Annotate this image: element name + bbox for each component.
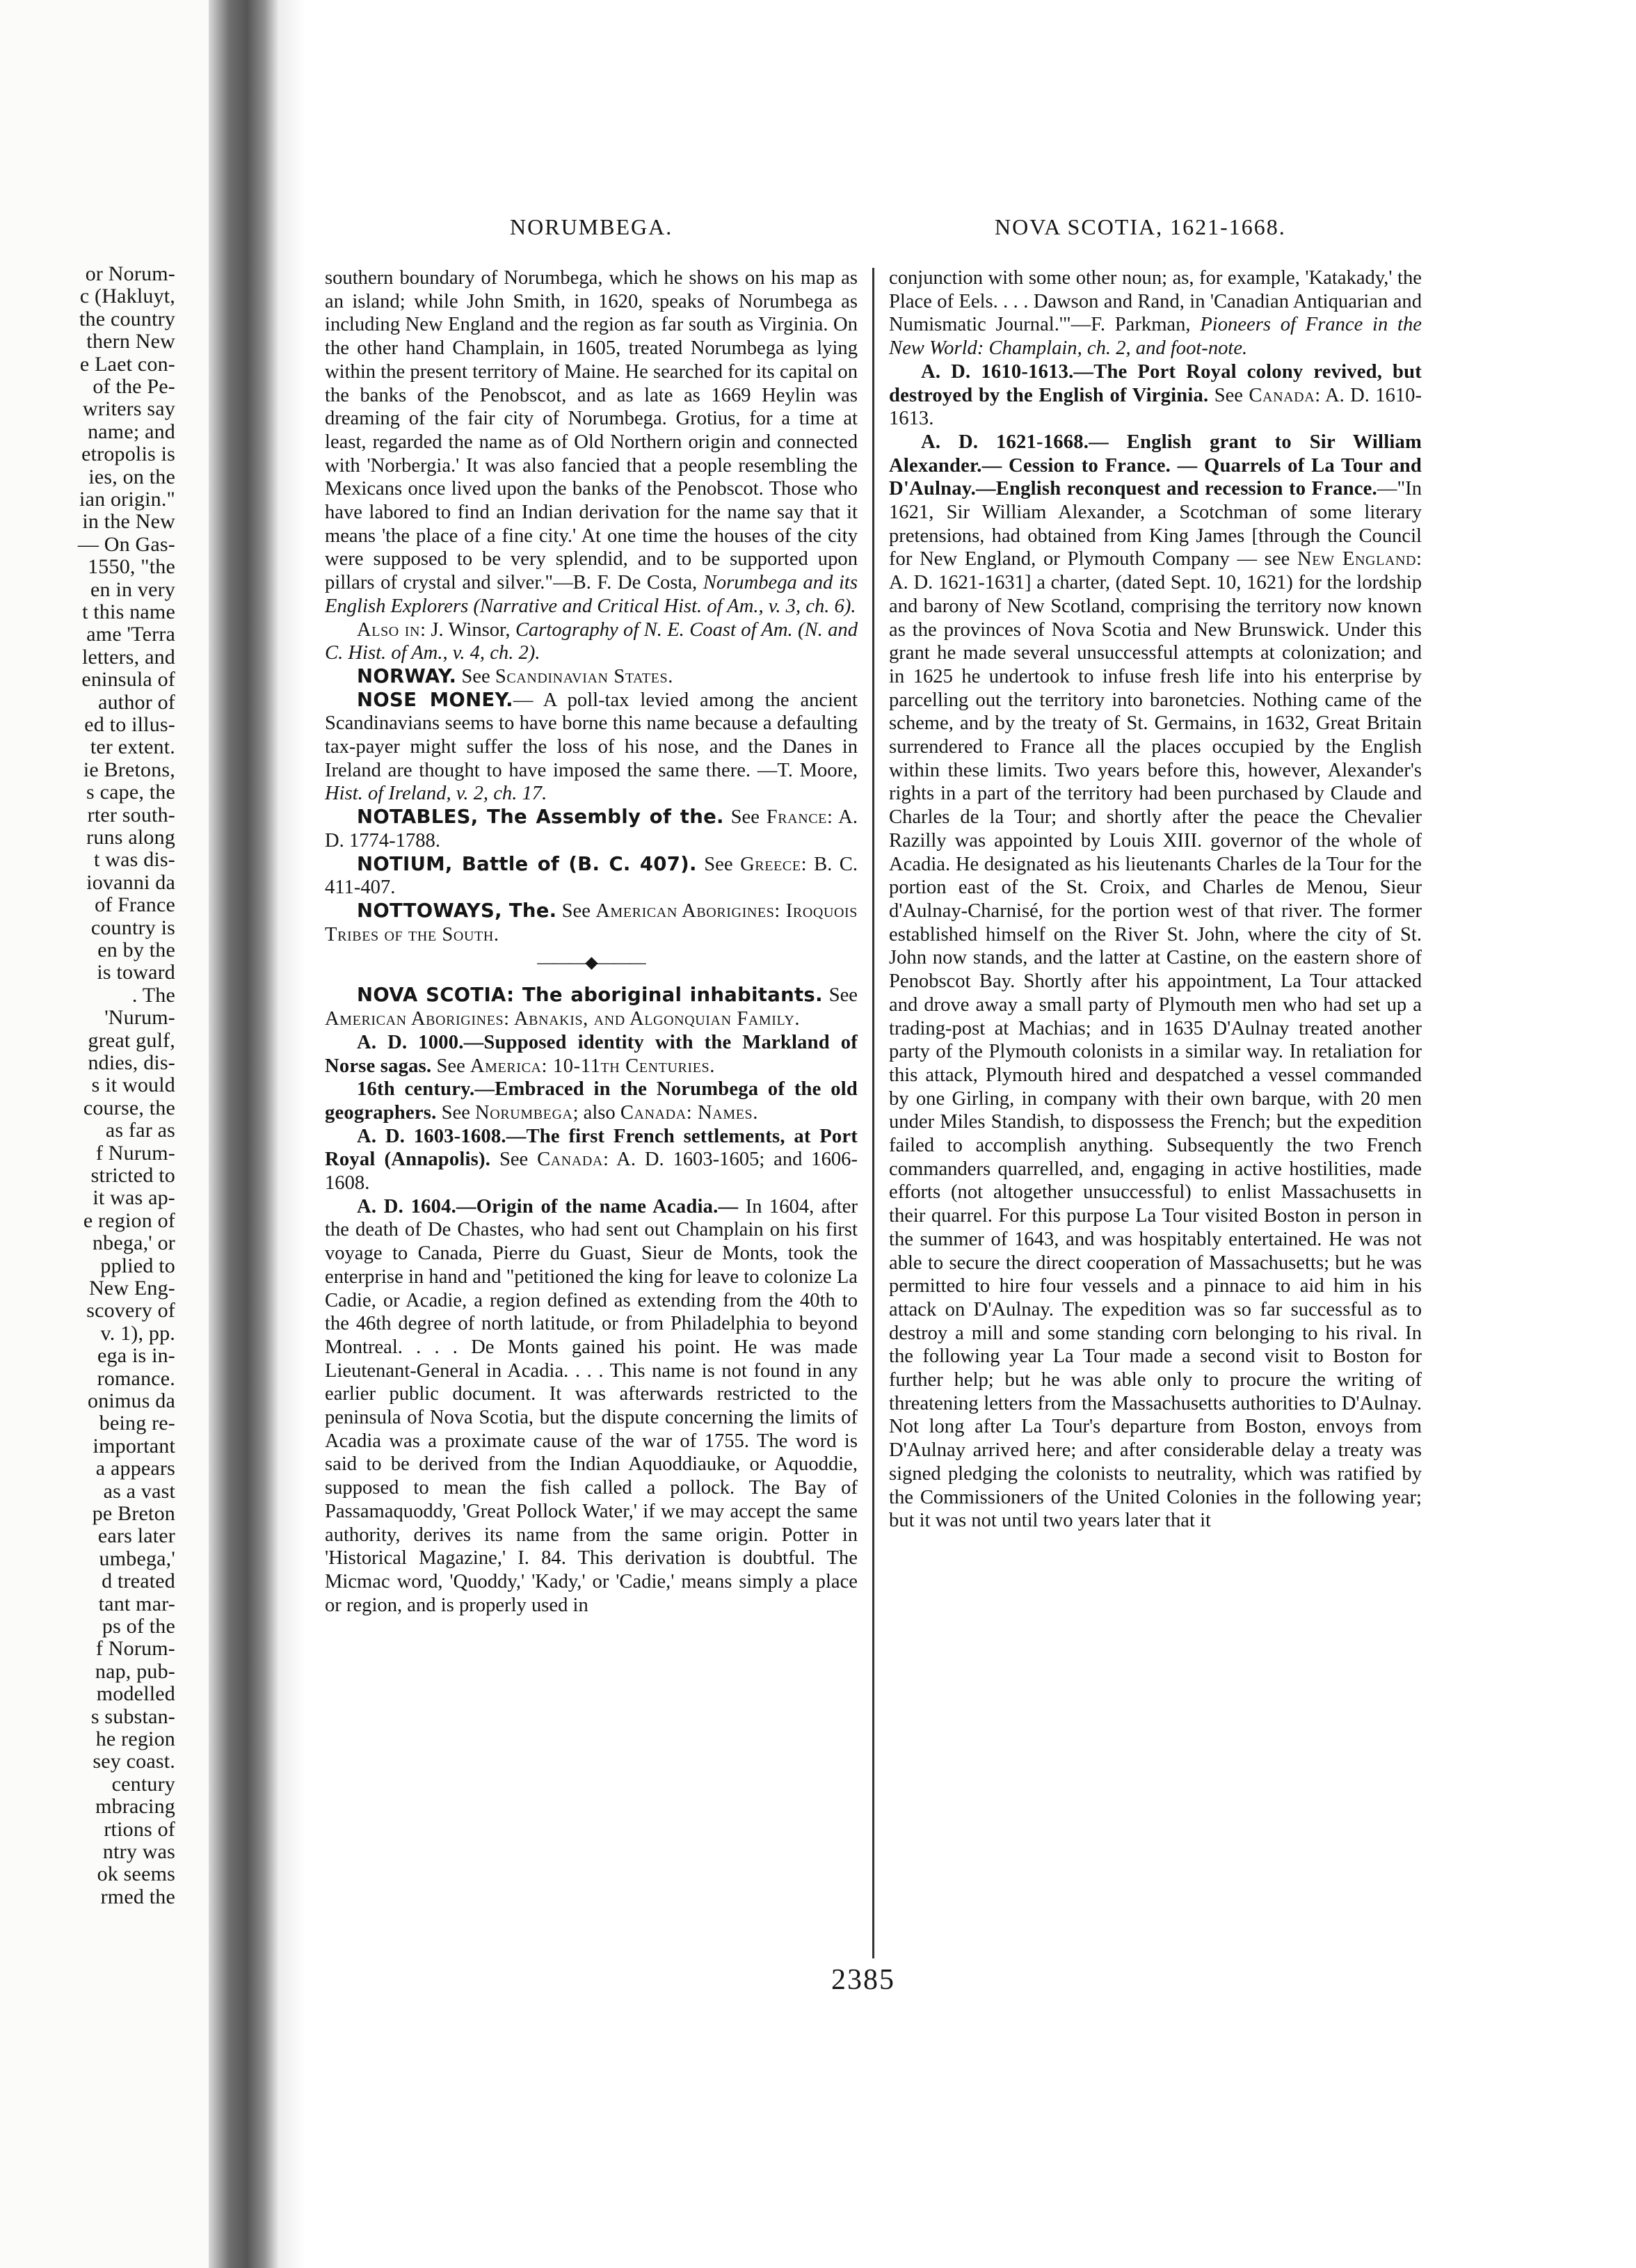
entry-nottoways: NOTTOWAYS, The. See American Aborigines: Iroquois Tribes of the South.	[325, 899, 858, 945]
entry-ad-1604: A. D. 1604.—Origin of the name Acadia.— In 1604, after the death of De Chastes, who had sent out Champlain on his first voyage to Canada, Pierre du Guast, Sieur de Monts, took the enterprise in hand and "petitioned the king for leave to colonize La Cadie, or Acadie, a region defined as extending from the 40th to the 46th degree of north latitude, or from Philadelphia to beyond Montreal. . . . De Monts gained his point. He was made Lieutenant-General in Acadia. . . . This name is not found in any earlier public document. It was afterwards restricted to the peninsula of Nova Scotia, but the dispute concerning the limits of Acadia was a proximate cause of the war of 1755. The word is said to be derived from the Indian Aquoddiauke, or Aquoddie, supposed to mean the fish called a pollock. The Bay of Passamaquoddy, 'Great Pollock Water,' if we may accept the same authority, derives its name from the same origin. Potter in 'Historical Magazine,' I. 84. This derivation is doubtful. The Micmac word, 'Quoddy,' 'Kady,' or 'Cadie,' means simply a place or region, and is properly used in	[325, 1195, 858, 1616]
entry-heading: NOTTOWAYS, The.	[357, 899, 557, 922]
running-head-left: NORUMBEGA.	[510, 214, 673, 239]
previous-page-line: f Norum-	[95, 1637, 175, 1661]
previous-page-line: modelled	[96, 1682, 175, 1706]
previous-page-line: e Laet con-	[79, 352, 175, 376]
citation: Hist. of Ireland, v. 2, ch. 17.	[325, 783, 547, 805]
previous-page-line: en by the	[97, 939, 175, 961]
previous-page-line: e region of	[83, 1208, 175, 1232]
previous-page-line: rtions of	[104, 1817, 175, 1841]
previous-page-line: writers say	[83, 397, 175, 421]
previous-page-line: ter extent.	[90, 735, 175, 759]
previous-page-line: sey coast.	[93, 1750, 175, 1773]
previous-page-line: ian origin."	[79, 488, 175, 511]
cross-reference: American Aborigines: Iroquois Tribes of the South.	[325, 900, 858, 945]
previous-page-line: ndies, dis-	[88, 1051, 175, 1074]
entry-nova-scotia: NOVA SCOTIA: The aboriginal inhabitants. See American Aborigines: Abnakis, and Algonquian Family.	[325, 984, 858, 1030]
previous-page-line: as far as	[105, 1119, 175, 1142]
previous-page-line: or Norum-	[85, 262, 175, 285]
previous-page-line: t this name	[82, 600, 175, 623]
previous-page-line: name; and	[88, 420, 175, 443]
previous-page-line: nbega,' or	[92, 1231, 175, 1255]
previous-page-line: century	[111, 1772, 175, 1796]
previous-page-line: important	[93, 1434, 175, 1458]
previous-page-line: as a vast	[103, 1479, 175, 1503]
previous-page-line: c (Hakluyt,	[79, 285, 175, 308]
previous-page-line: rmed the	[100, 1885, 175, 1908]
entry-heading: NORWAY.	[357, 664, 457, 687]
page-number: 2385	[831, 1964, 895, 1996]
previous-page-line: f Nurum-	[95, 1141, 175, 1165]
cross-reference: America: 10-11th Centuries.	[470, 1055, 715, 1077]
cross-reference: New England	[1297, 548, 1417, 570]
right-column	[889, 266, 1422, 1533]
previous-page-line: pe Breton	[92, 1502, 175, 1525]
previous-page-line: iovanni da	[86, 870, 175, 894]
previous-page-line: ok seems	[97, 1862, 175, 1886]
previous-page-line: — On Gas-	[77, 532, 175, 556]
book-gutter	[209, 0, 278, 2268]
acadia-continuation: conjunction with some other noun; as, for example, 'Katakady,' the Place of Eels. . . . Dawson and Rand, in 'Canadian Antiquarian and Numismatic Journal.'"—F. Parkman, Pioneers of France in the New World: Champlain, ch. 2, and foot-note.	[889, 267, 1422, 360]
entry-ad-1000: A. D. 1000.—Supposed identity with the Markland of Norse sagas. See America: 10-11th Centuries.	[325, 1031, 858, 1077]
subentry-heading: A. D. 1610-1613.—The Port Royal colony revived, but destroyed by the English of Virginia.	[889, 360, 1422, 406]
previous-page-line: course, the	[83, 1096, 175, 1119]
previous-page-line: the country	[79, 307, 175, 330]
previous-page-line: stricted to	[90, 1164, 175, 1187]
previous-page-line: ame 'Terra	[86, 623, 175, 646]
previous-page-line: is toward	[97, 961, 175, 984]
previous-page-line: eninsula of	[81, 668, 175, 692]
previous-page-line: rter south-	[87, 803, 175, 826]
previous-page-line: s it would	[91, 1073, 175, 1097]
previous-page-line: t was dis-	[94, 848, 175, 872]
previous-page-line: being re-	[99, 1412, 175, 1435]
entry-16th-century: 16th century.—Embraced in the Norumbega of the old geographers. See Norumbega; also Canada: Names.	[325, 1078, 858, 1124]
citation: Pioneers of France in the New World: Champlain, ch. 2, and foot-note.	[889, 314, 1422, 360]
previous-page-line: author of	[98, 690, 175, 714]
subentry-heading: A. D. 1621-1668.— English grant to Sir William Alexander.— Cession to France. — Quarrels of La Tour and D'Aulnay.—English reconquest and recession to France.	[889, 431, 1422, 500]
previous-page-line: he region	[95, 1727, 175, 1750]
previous-page-line: . The	[131, 983, 175, 1007]
previous-page-line: tant mar-	[98, 1592, 175, 1615]
subentry-heading: A. D. 1603-1608.—The first French settlements, at Port Royal (Annapolis).	[325, 1125, 858, 1171]
left-column	[325, 266, 858, 1617]
previous-page-line: mbracing	[95, 1795, 175, 1819]
previous-page-line: en in very	[90, 577, 175, 601]
citation: Norumbega and its English Explorers (Narrative and Critical Hist. of Am., v. 3, ch. 6).	[325, 572, 858, 617]
previous-page-line: letters, and	[81, 645, 175, 669]
norumbega-continuation: southern boundary of Norumbega, which he shows on his map as an island; while John Smith, in 1620, speaks of Norumbega as including New England and the region as far south as Virginia. On the other hand Champlain, in 1605, treated Norumbega as lying within the present territory of Maine. He searched for its capital on the banks of the Penobscot, and as late as 1669 Heylin was dreaming of the fair city of Norumbega. Grotius, for a time at least, regarded the name as of Old Northern origin and connected with 'Norbergia.' It was also fancied that a people resembling the Mexicans once lived upon the banks of the Penobscot. Those who have labored to find an Indian derivation for the name say that it means 'the place of a fine city.' At one time the houses of the city were supposed to be very splendid, and to be supported upon pillars of crystal and silver."—B. F. De Costa, Norumbega and its English Explorers (Narrative and Critical Hist. of Am., v. 3, ch. 6).	[325, 267, 858, 617]
previous-page-line: onimus da	[88, 1389, 175, 1412]
previous-page-line: of France	[95, 893, 175, 917]
previous-page-line: of the Pe-	[93, 375, 175, 398]
previous-page-line: ega is in-	[97, 1344, 175, 1368]
previous-page-line: runs along	[86, 826, 175, 849]
subentry-heading: A. D. 1000.—Supposed identity with the Markland of Norse sagas.	[325, 1031, 858, 1077]
cross-reference: Norumbega	[475, 1101, 573, 1124]
subentry-heading: A. D. 1604.—Origin of the name Acadia.—	[357, 1195, 739, 1217]
previous-page-line: it was ap-	[93, 1186, 175, 1210]
previous-page-line: ed to illus-	[84, 713, 175, 736]
entry-heading: NOVA SCOTIA: The aboriginal inhabitants.	[357, 984, 823, 1007]
entry-norway: NORWAY. See Scandinavian States.	[357, 664, 673, 687]
previous-page-line: ps of the	[102, 1615, 175, 1638]
previous-page-line: s substan-	[90, 1704, 175, 1728]
previous-page-line: nap, pub-	[95, 1659, 175, 1683]
subentry-heading: 16th century.—Embraced in the Norumbega of the old geographers.	[325, 1078, 858, 1124]
previous-page-line: etropolis is	[81, 442, 175, 466]
column-rule	[872, 268, 874, 1958]
cross-reference: Greece	[740, 853, 801, 875]
previous-page-line: romance.	[97, 1366, 175, 1390]
previous-page-line: ies, on the	[88, 465, 175, 488]
previous-page-line: 'Nurum-	[104, 1006, 175, 1030]
cross-reference: Canada: Names.	[620, 1101, 759, 1124]
cross-reference: Canada	[537, 1149, 603, 1171]
previous-page-line: ie Bretons,	[83, 758, 175, 781]
entry-heading: NOSE MONEY.	[357, 688, 513, 711]
previous-page-line: thern New	[86, 330, 175, 353]
previous-page-line: pplied to	[100, 1254, 175, 1277]
previous-page-line: great gulf,	[88, 1028, 175, 1052]
entry-ad-1610: A. D. 1610-1613.—The Port Royal colony revived, but destroyed by the English of Virginia. See Canada: A. D. 1610-1613.	[889, 360, 1422, 430]
entry-heading: NOTABLES, The Assembly of the.	[357, 806, 724, 829]
previous-page-line: New Eng-	[88, 1277, 175, 1300]
previous-page-line: ears later	[97, 1524, 175, 1548]
previous-page-line: ntry was	[102, 1840, 175, 1863]
entry-ad-1603: A. D. 1603-1608.—The first French settlements, at Port Royal (Annapolis). See Canada: A. D. 1603-1605; and 1606-1608.	[325, 1125, 858, 1195]
previous-page-line: country is	[90, 916, 175, 939]
previous-page-line: 1550, "the	[88, 555, 175, 579]
gutter-shadow	[278, 0, 306, 2268]
entry-ad-1621: A. D. 1621-1668.— English grant to Sir William Alexander.— Cession to France. — Quarrels of La Tour and D'Aulnay.—English reconquest and recession to France.—"In 1621, Sir William Alexander, a Scotchman of some literary pretensions, had obtained from King James [through the Council for New England, or Plymouth Company — see New England: A. D. 1621-1631] a charter, (dated Sept. 10, 1621) for the lordship and barony of New Scotland, comprising the territory now known as the provinces of Nova Scotia and New Brunswick. Under this grant he made several unsuccessful attempts at colonization; and in 1625 he undertook to infuse fresh life into his enterprise by parcelling out the territory into baronetcies. Nothing came of the scheme, and by the treaty of St. Germains, in 1632, Great Britain surrendered to France all the places occupied by the English within these limits. Two years before this, however, Alexander's rights in a part of the territory had been purchased by Claude and Charles de la Tour; and shortly after the peace the Chevalier Razilly was appointed by Louis XIII. governor of the whole of Acadia. He designated as his lieutenants Charles de la Tour for the portion east of the St. Croix, and Charles de Menou, Sieur d'Aulnay-Charnisé, for the portion west of that river. The former established himself on the River St. John, where the city of St. John now stands, and the latter at Castine, on the eastern shore of Penobscot Bay. Shortly after his appointment, La Tour attacked and drove away a small party of Plymouth men who had set up a trading-post at Machias; and in 1635 D'Aulnay treated another party of the Plymouth colonists in a similar way. In retaliation for this attack, Plymouth hired and despatched a vessel commanded by one Girling, in company with their own barque, with 20 men under Miles Standish, to dispossess the French; but the expedition failed to accomplish anything. Subsequently the two French commanders quarrelled, and, engaging in active hostilities, made efforts (not altogether unsuccessful) to enlist Massachusetts in their quarrel. For this purpose La Tour visited Boston in person in the summer of 1643, and was hospitably entertained. He was not able to secure the direct cooperation of Massachusetts; but he was permitted to hire four vessels and a pinnace to aid him in his attack on D'Aulnay. The expedition was so far successful as to destroy a mill and some standing corn belonging to his rival. In the following year La Tour made a second visit to Boston for further help; but he was able only to procure the writing of threatening letters from the Massachusetts authorities to D'Aulnay. Not long after La Tour's departure from Boston, envoys from D'Aulnay arrived here; and after considerable delay a treaty was signed pledging the colonists to neutrality, which was ratified by the Commissioners of the United Colonies in the following year; but it was not until two years later that it	[889, 431, 1422, 1532]
entry-heading: NOTIUM, Battle of (B. C. 407).	[357, 852, 697, 875]
also-in-note: Also in: J. Winsor, Cartography of N. E. Coast of Am. (N. and C. Hist. of Am., v. 4, ch. 2).	[325, 618, 858, 664]
cross-reference: Canada	[1249, 384, 1315, 406]
previous-page-line: umbega,'	[99, 1547, 175, 1570]
previous-page-line: in the New	[82, 510, 175, 534]
entry-notium: NOTIUM, Battle of (B. C. 407). See Greece: B. C. 411-407.	[325, 852, 858, 899]
previous-page-edge	[0, 0, 209, 2268]
cross-reference: Scandinavian States.	[495, 665, 673, 687]
section-ornament: ———◆———	[537, 954, 645, 973]
previous-page-line: a appears	[95, 1457, 175, 1480]
entry-nose-money: NOSE MONEY.— A poll-tax levied among the ancient Scandinavians seems to have borne this name because a defaulting tax-payer might suffer the loss of his nose, and the Danes in Ireland are thought to have imposed the same there. —T. Moore, Hist. of Ireland, v. 2, ch. 17.	[325, 688, 858, 805]
previous-page-line: d treated	[102, 1570, 175, 1593]
previous-page-line: v. 1), pp.	[100, 1321, 175, 1345]
entry-notables: NOTABLES, The Assembly of the. See France: A. D. 1774-1788.	[325, 806, 858, 852]
previous-page-line: s cape, the	[86, 781, 175, 804]
running-head-right: NOVA SCOTIA, 1621-1668.	[995, 214, 1286, 239]
previous-page-line: scovery of	[86, 1299, 175, 1323]
cross-reference: American Aborigines: Abnakis, and Algonquian Family.	[325, 1008, 801, 1030]
cross-reference: France	[766, 806, 827, 829]
